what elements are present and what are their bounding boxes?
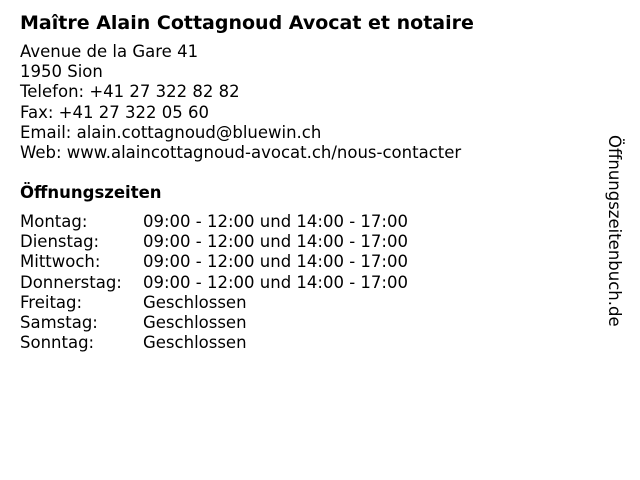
time-value: 09:00 - 12:00 und 14:00 - 17:00 bbox=[143, 232, 408, 252]
opening-hours-heading: Öffnungszeiten bbox=[20, 183, 162, 203]
website: Web: www.alaincottagnoud-avocat.ch/nous-contacter bbox=[20, 143, 462, 163]
email-address: Email: alain.cottagnoud@bluewin.ch bbox=[20, 122, 322, 142]
time-value: Geschlossen bbox=[143, 332, 247, 352]
day-label: Samstag: bbox=[20, 312, 98, 332]
time-value: 09:00 - 12:00 und 14:00 - 17:00 bbox=[143, 252, 408, 272]
city-postal: 1950 Sion bbox=[20, 62, 103, 82]
street-address: Avenue de la Gare 41 bbox=[20, 42, 199, 61]
hours-row-saturday bbox=[20, 313, 408, 333]
day-label: Montag: bbox=[20, 212, 88, 232]
hours-row-wednesday bbox=[20, 252, 408, 272]
hours-row-friday bbox=[20, 293, 408, 313]
hours-row-monday bbox=[20, 212, 408, 232]
time-value: 09:00 - 12:00 und 14:00 - 17:00 bbox=[143, 272, 408, 292]
day-label: Sonntag: bbox=[20, 332, 95, 352]
time-value: Geschlossen bbox=[143, 312, 247, 332]
business-card bbox=[20, 10, 600, 353]
contact-block bbox=[20, 42, 600, 163]
opening-hours-table bbox=[20, 212, 408, 353]
hours-row-tuesday bbox=[20, 232, 408, 252]
time-value: Geschlossen bbox=[143, 292, 247, 312]
phone-number: Telefon: +41 27 322 82 82 bbox=[20, 82, 240, 102]
day-label: Freitag: bbox=[20, 292, 83, 312]
time-value: 09:00 - 12:00 und 14:00 - 17:00 bbox=[143, 212, 408, 232]
day-label: Donnerstag: bbox=[20, 272, 122, 292]
business-name: Maître Alain Cottagnoud Avocat et notaire bbox=[20, 12, 474, 34]
day-label: Dienstag: bbox=[20, 232, 100, 252]
site-watermark: Öffnungszeitenbuch.de bbox=[605, 135, 624, 327]
day-label: Mittwoch: bbox=[20, 252, 101, 272]
hours-row-thursday bbox=[20, 273, 408, 293]
hours-row-sunday bbox=[20, 333, 408, 353]
fax-number: Fax: +41 27 322 05 60 bbox=[20, 102, 209, 122]
